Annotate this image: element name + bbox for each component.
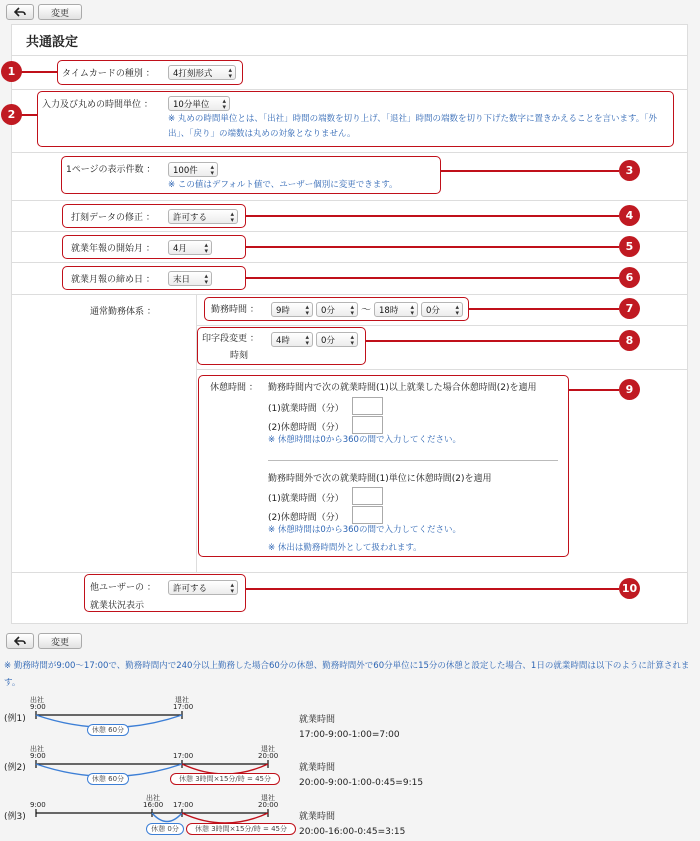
ex3-result-title: 就業時間 (299, 812, 336, 822)
page-count-note: ※ この値はデフォルト値で、ユーザー個別に変更できます。 (168, 180, 398, 190)
callout-line (20, 71, 57, 73)
callout-line (441, 170, 619, 172)
ex1-t2v: 17:00 (173, 703, 194, 711)
back-arrow-icon (14, 7, 26, 17)
ex3-result: 20:00-16:00-0:45=3:15 (299, 827, 406, 837)
ex1-t1: 出社 (30, 696, 44, 704)
divider (12, 55, 688, 56)
callout-badge-1: 1 (1, 61, 22, 82)
divider (12, 262, 688, 263)
ex1-break: 休憩 60分 (87, 724, 129, 736)
divider (12, 231, 688, 232)
ex2-break2: 休憩 3時間×15分/時 = 45分 (170, 773, 280, 785)
break-in-title: 勤務時間内で次の就業時間(1)以上就業した場合休憩時間(2)を適用 (268, 383, 537, 393)
day-change-label-2: 時刻 (230, 351, 249, 361)
example-3-label: (例3) (4, 812, 26, 822)
change-button[interactable]: 変更 (38, 4, 82, 20)
ex3-break1: 休憩 0分 (146, 823, 184, 835)
callout-line (20, 114, 37, 116)
ex1-result-title: 就業時間 (299, 715, 336, 725)
break-in-break-label: (2)休憩時間（分） (268, 423, 344, 433)
footer-note: ※ 勤務時間が9:00〜17:00で、勤務時間内で240分以上勤務した場合60分の休憩、勤務時間外で60分単位に15分の休憩と設定した場合、1日の就業時間は以下のように計算されます。 (4, 661, 690, 688)
highlight-box (57, 60, 243, 85)
year-start-label: 就業年報の開始月 ： (71, 244, 155, 254)
callout-line (469, 308, 619, 310)
change-button-bottom[interactable]: 変更 (38, 633, 82, 649)
callout-line (569, 389, 619, 391)
page-title: 共通設定 (26, 35, 79, 50)
highlight-box (84, 574, 246, 612)
other-users-label-2: 就業状況表示 (90, 601, 145, 611)
back-arrow-icon (14, 636, 26, 646)
timecard-type-select[interactable]: 4打刻形式 ▴ ▾ (168, 65, 236, 80)
divider (196, 369, 688, 370)
back-button[interactable] (6, 4, 34, 20)
tilde: 〜 (361, 305, 371, 316)
day-change-hour-select[interactable]: 4時 ▴ ▾ (271, 332, 313, 347)
break-out-title: 勤務時間外で次の就業時間(1)単位に休憩時間(2)を適用 (268, 474, 492, 484)
break-out-work-label: (1)就業時間（分） (268, 494, 344, 504)
ex2-t1v: 9:00 (30, 752, 46, 760)
highlight-box (37, 91, 674, 147)
ex3-mid: 17:00 (173, 801, 194, 809)
work-start-minute-select[interactable]: 0分 ▴ ▾ (316, 302, 358, 317)
punch-edit-select[interactable]: 許可する ▴ ▾ (168, 209, 238, 224)
highlight-box (198, 375, 569, 557)
work-hours-label: 勤務時間 ： (211, 305, 259, 315)
ex3-t1v: 16:00 (143, 801, 164, 809)
divider (12, 572, 688, 573)
highlight-box (62, 235, 246, 259)
callout-badge-4: 4 (619, 205, 640, 226)
callout-badge-5: 5 (619, 236, 640, 257)
work-end-hour-select[interactable]: 18時 ▴ ▾ (374, 302, 418, 317)
month-close-select[interactable]: 末日 ▴ ▾ (168, 271, 212, 286)
page-count-select[interactable]: 100件 ▴ ▾ (168, 162, 218, 177)
example-1-label: (例1) (4, 714, 26, 724)
break-out-note-2: ※ 休出は勤務時間外として扱われます。 (268, 543, 422, 553)
rounding-note: ※ 丸めの時間単位とは、「出社」時間の端数を切り上げ、「退社」時間の端数を切り下げた数字に置きかえることを言います。「外出」、「戻り」の端数は丸めの対象となりません。 (168, 114, 658, 139)
callout-badge-8: 8 (619, 330, 640, 351)
normal-work-label: 通常勤務体系 ： (90, 307, 156, 317)
callout-line (246, 588, 619, 590)
callout-line (366, 340, 619, 342)
ex2-break1: 休憩 60分 (87, 773, 129, 785)
ex1-t1v: 9:00 (30, 703, 46, 711)
divider (12, 152, 688, 153)
callout-badge-10: 10 (619, 578, 640, 599)
callout-badge-9: 9 (619, 379, 640, 400)
work-end-minute-select[interactable]: 0分 ▴ ▾ (421, 302, 463, 317)
divider (12, 200, 688, 201)
day-change-minute-select[interactable]: 0分 ▴ ▾ (316, 332, 358, 347)
callout-badge-2: 2 (1, 104, 22, 125)
ex3-t0: 9:00 (30, 801, 46, 809)
callout-line (246, 246, 619, 248)
break-in-note: ※ 休憩時間は0から360の間で入力してください。 (268, 435, 461, 445)
highlight-box (62, 266, 246, 290)
other-users-select[interactable]: 許可する ▴ ▾ (168, 580, 238, 595)
month-close-label: 就業月報の締め日 ： (71, 275, 155, 285)
rounding-unit-label: 入力及び丸めの時間単位 ： (42, 100, 153, 110)
highlight-box (197, 327, 366, 365)
punch-edit-label: 打刻データの修正 ： (71, 213, 155, 223)
callout-line (246, 215, 619, 217)
ex2-t2v: 20:00 (258, 752, 279, 760)
divider (12, 89, 688, 90)
divider (12, 294, 688, 295)
break-out-break-label: (2)休憩時間（分） (268, 513, 344, 523)
highlight-box (61, 156, 441, 194)
example-2-label: (例2) (4, 763, 26, 773)
callout-line (246, 277, 619, 279)
ex2-t2: 退社 (261, 745, 275, 753)
ex1-result: 17:00-9:00-1:00=7:00 (299, 730, 400, 740)
break-out-note-1: ※ 休憩時間は0から360の間で入力してください。 (268, 525, 461, 535)
timecard-type-label: タイムカードの種別 ： (62, 69, 155, 79)
callout-badge-6: 6 (619, 267, 640, 288)
ex2-result-title: 就業時間 (299, 763, 336, 773)
break-time-label: 休憩時間 ： (210, 383, 258, 393)
ex3-t1: 出社 (146, 794, 160, 802)
other-users-label: 他ユーザーの ： (90, 583, 156, 593)
break-in-work-label: (1)就業時間（分） (268, 404, 344, 414)
ex2-result: 20:00-9:00-1:00-0:45=9:15 (299, 778, 424, 788)
ex3-t2v: 20:00 (258, 801, 279, 809)
ex3-break2: 休憩 3時間×15分/時 = 45分 (186, 823, 296, 835)
ex3-t2: 退社 (261, 794, 275, 802)
back-button-bottom[interactable] (6, 633, 34, 649)
rounding-unit-select[interactable]: 10分単位 ▴ ▾ (168, 96, 230, 111)
callout-badge-3: 3 (619, 160, 640, 181)
callout-badge-7: 7 (619, 298, 640, 319)
divider (196, 325, 688, 326)
ex1-t2: 退社 (175, 696, 189, 704)
year-start-select[interactable]: 4月 ▴ ▾ (168, 240, 212, 255)
day-change-label: 印字段変更 ： (202, 334, 259, 344)
ex2-t1: 出社 (30, 745, 44, 753)
highlight-box (62, 204, 246, 228)
highlight-box (204, 297, 469, 321)
page-count-label: 1ページの表示件数 ： (66, 165, 156, 175)
work-start-hour-select[interactable]: 9時 ▴ ▾ (271, 302, 313, 317)
ex2-mid: 17:00 (173, 752, 194, 760)
